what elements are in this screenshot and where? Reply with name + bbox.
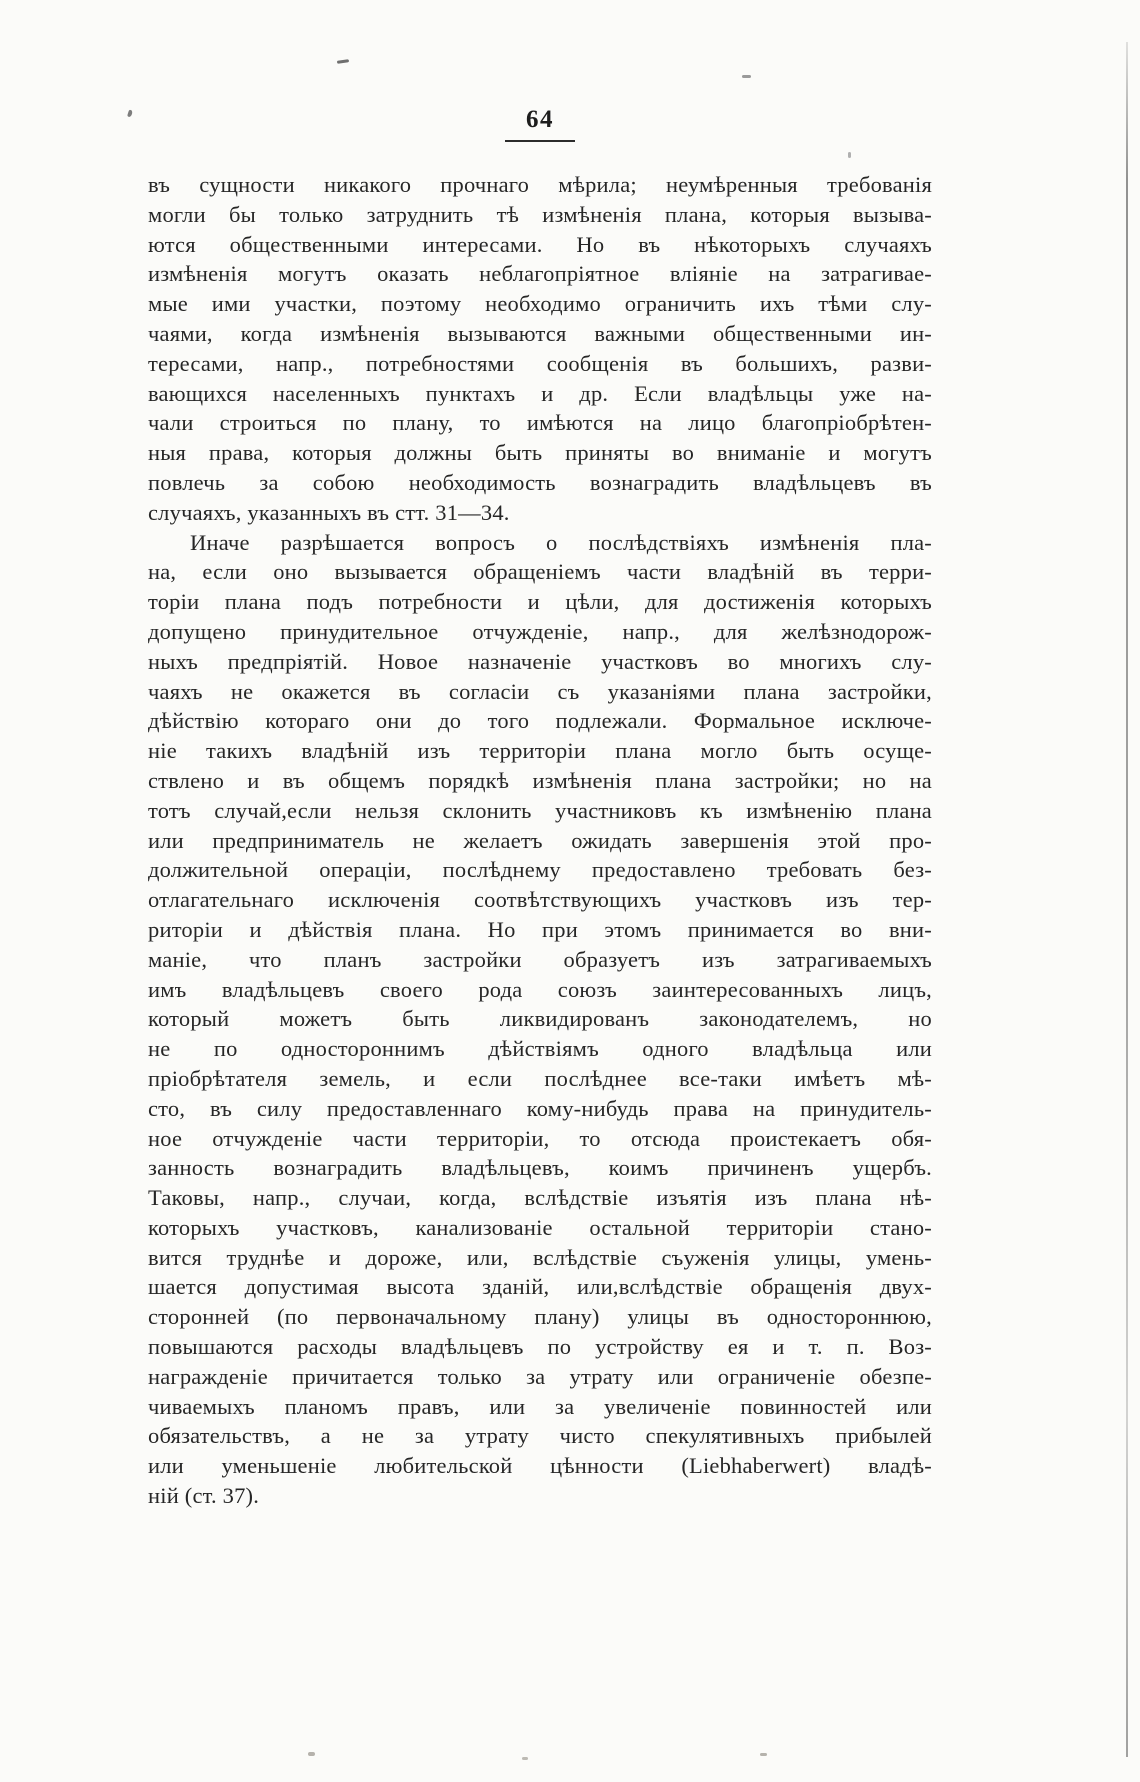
page-header	[148, 106, 932, 142]
text-line: пріобрѣтателя земель, и если послѣднее все-таки имѣетъ мѣ-	[148, 1065, 932, 1091]
text-line: мые ими участки, поэтому необходимо ограничить ихъ тѣми слу-	[148, 291, 932, 317]
text-line: ное отчужденіе части территоріи, то отсюда проистекаетъ обя-	[148, 1125, 932, 1151]
text-line: торіи плана подъ потребности и цѣли, для достиженія которыхъ	[148, 589, 932, 615]
text-block	[148, 170, 932, 1511]
scan-artifact	[337, 59, 349, 64]
text-line: ствлено и въ общемъ порядкѣ измѣненія плана застройки; но на	[148, 767, 932, 793]
paragraph	[148, 528, 932, 1511]
text-line: которыхъ участковъ, канализованіе остальной территоріи стано-	[148, 1214, 932, 1240]
text-line: шается допустимая высота зданій, или,вслѣдствіе обращенія двух-	[148, 1274, 932, 1300]
text-line: дѣйствію котораго они до того подлежали. Формальное исключе-	[148, 708, 932, 734]
paragraph	[148, 170, 932, 528]
scan-artifact	[522, 1757, 528, 1760]
text-line: вится труднѣе и дороже, или, вслѣдствіе съуженія улицы, умень-	[148, 1244, 932, 1270]
scan-artifact	[308, 1752, 315, 1756]
scan-artifact	[760, 1753, 767, 1756]
text-line: сторонней (по первоначальному плану) улицы въ одностороннюю,	[148, 1304, 932, 1330]
text-line: риторіи и дѣйствія плана. Но при этомъ принимается во вни-	[148, 916, 932, 942]
text-line: или уменьшеніе любительской цѣнности (Liebhaberwert) владѣ-	[148, 1453, 932, 1479]
scan-artifact	[742, 75, 751, 78]
text-line: не по одностороннимъ дѣйствіямъ одного владѣльца или	[148, 1036, 932, 1062]
page-number: 64	[526, 106, 554, 133]
text-line: допущено принудительное отчужденіе, напр., для желѣзнодорож-	[148, 618, 932, 644]
text-line: чали строиться по плану, то имѣются на лицо благопріобрѣтен-	[148, 410, 932, 436]
text-line: тересами, напр., потребностями сообщенія въ большихъ, разви-	[148, 350, 932, 376]
text-line: имъ владѣльцевъ своего рода союзъ заинтересованныхъ лицъ,	[148, 976, 932, 1002]
text-line: ныя права, которыя должны быть приняты во вниманіе и могутъ	[148, 440, 932, 466]
text-line: ній (ст. 37).	[148, 1483, 260, 1509]
text-line: чаяхъ не окажется въ согласіи съ указаніями плана застройки,	[148, 678, 932, 704]
scan-artifact	[127, 110, 133, 118]
text-line: повышаются расходы владѣльцевъ по устройству ея и т. п. Воз-	[148, 1334, 932, 1360]
text-line: повлечь за собою необходимость вознаградить владѣльцевъ въ	[148, 469, 932, 495]
text-line: измѣненія могутъ оказать неблагопріятное вліяніе на затрагивае-	[148, 261, 932, 287]
text-line: который можетъ быть ликвидированъ законодателемъ, но	[148, 1006, 932, 1032]
text-line: маніе, что планъ застройки образуетъ изъ затрагиваемыхъ	[148, 946, 932, 972]
text-line: тотъ случай,если нельзя склонить участниковъ къ измѣненію плана	[148, 797, 932, 823]
text-line: занность вознаградить владѣльцевъ, коимъ причиненъ ущербъ.	[148, 1155, 932, 1181]
text-line: ныхъ предпріятій. Новое назначеніе участковъ во многихъ слу-	[148, 648, 932, 674]
text-line: могли бы только затруднить тѣ измѣненія плана, которыя вызыва-	[148, 201, 932, 227]
text-line: случаяхъ, указанныхъ въ стт. 31—34.	[148, 499, 510, 525]
text-line: чаями, когда измѣненія вызываются важными общественными ин-	[148, 320, 932, 346]
text-line: ніе такихъ владѣній изъ территоріи плана могло быть осуще-	[148, 738, 932, 764]
text-line: отлагательнаго исключенія соотвѣтствующихъ участковъ изъ тер-	[148, 887, 932, 913]
page-number-rule	[505, 140, 575, 142]
text-line: ются общественными интересами. Но въ нѣкоторыхъ случаяхъ	[148, 231, 932, 257]
text-line: Иначе разрѣшается вопросъ о послѣдствіяхъ измѣненія пла-	[190, 529, 932, 555]
text-line: на, если оно вызывается обращеніемъ части владѣній въ терри-	[148, 559, 932, 585]
text-line: вающихся населенныхъ пунктахъ и др. Если владѣльцы уже на-	[148, 380, 932, 406]
text-line: Таковы, напр., случаи, когда, вслѣдствіе изъятія изъ плана нѣ-	[148, 1185, 932, 1211]
text-line: обязательствъ, а не за утрату чисто спекулятивныхъ прибылей	[148, 1423, 932, 1449]
text-line: или предприниматель не желаетъ ожидать завершенія этой про-	[148, 827, 932, 853]
text-line: сто, въ силу предоставленнаго кому-нибудь права на принудитель-	[148, 1095, 932, 1121]
text-line: должительной операціи, послѣднему предоставлено требовать без-	[148, 857, 932, 883]
text-line: чиваемыхъ планомъ правъ, или за увеличеніе повинностей или	[148, 1393, 932, 1419]
text-line: награжденіе причитается только за утрату или ограниченіе обезпе-	[148, 1363, 932, 1389]
scan-artifact	[848, 152, 851, 158]
page-edge-line	[1126, 42, 1128, 1757]
text-line: въ сущности никакого прочнаго мѣрила; неумѣренныя требованія	[148, 172, 932, 197]
